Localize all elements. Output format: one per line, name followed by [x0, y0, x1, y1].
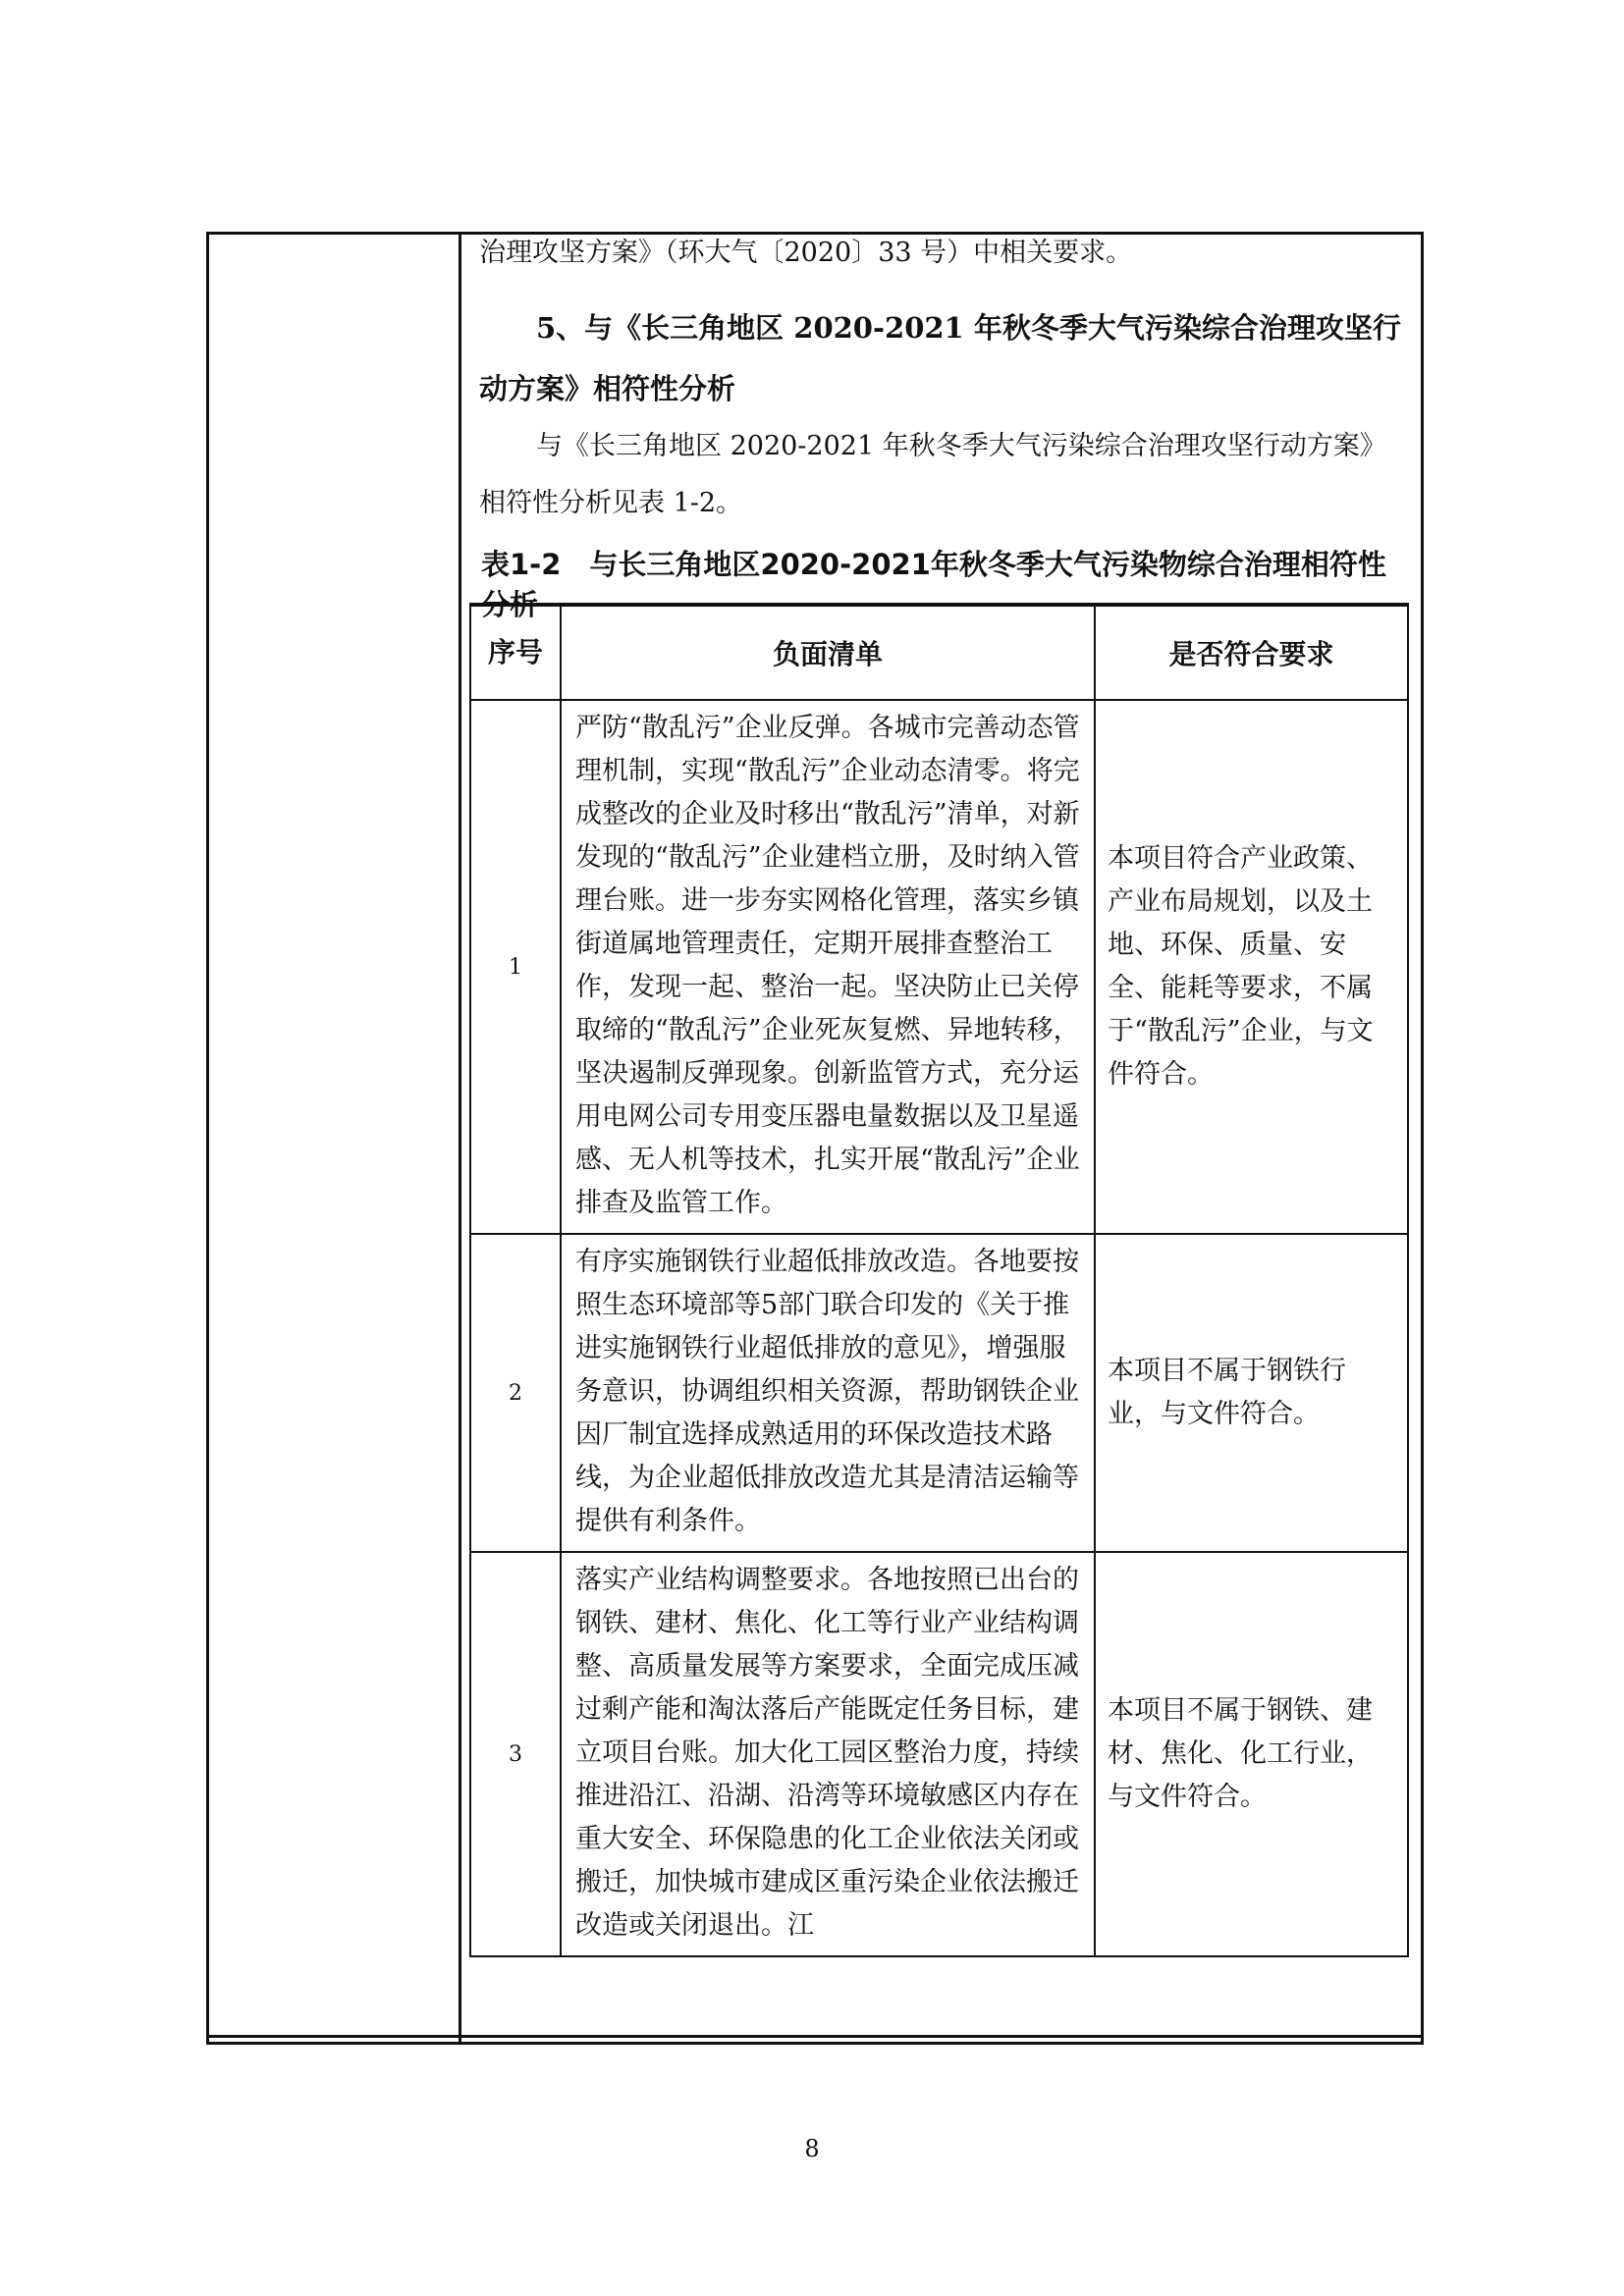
- header-compliance: 是否符合要求: [1095, 605, 1408, 700]
- row-negative-list: 严防“散乱污”企业反弹。各城市完善动态管理机制，实现“散乱污”企业动态清零。将完成整改的企业及时移出“散乱污”清单，对新发现的“散乱污”企业建档立册，及时纳入管理台账。进一步夯实网格化管理，落实乡镇街道属地管理责任，定期开展排查整治工作，发现一起、整治一起。坚决防止已关停取缔的“散乱污”企业死灰复燃、异地转移，坚决遏制反弹现象。创新监管方式，充分运用电网公司专用变压器电量数据以及卫星遥感、无人机等技术，扎实开展“散乱污”企业排查及监管工作。: [561, 700, 1095, 1234]
- outer-table-bottom-rule: [206, 2035, 1424, 2038]
- table-row: [470, 1234, 1408, 1552]
- row-compliance: 本项目符合产业政策、产业布局规划，以及土地、环保、质量、安全、能耗等要求，不属于“散乱污”企业，与文件符合。: [1095, 700, 1408, 1234]
- header-seq: 序号: [470, 605, 561, 700]
- page-number: 8: [804, 2135, 820, 2163]
- section-heading: 5、与《长三角地区 2020-2021 年秋冬季大气污染综合治理攻坚行动方案》相符性分析: [479, 311, 1401, 405]
- row-seq: 1: [470, 700, 561, 1234]
- header-negative-list: 负面清单: [561, 605, 1095, 700]
- intro-text: 治理攻坚方案》（环大气〔2020〕33 号）中相关要求。: [479, 238, 1133, 268]
- table-row: [470, 1552, 1408, 1956]
- table-row: [470, 700, 1408, 1234]
- row-seq: 3: [470, 1552, 561, 1956]
- compliance-table: [469, 603, 1409, 1957]
- row-negative-list: 有序实施钢铁行业超低排放改造。各地要按照生态环境部等5部门联合印发的《关于推进实施钢铁行业超低排放的意见》，增强服务意识，协调组织相关资源，帮助钢铁企业因厂制宜选择成熟适用的环保改造技术路线，为企业超低排放改造尤其是清洁运输等提供有利条件。: [561, 1234, 1095, 1552]
- table-caption: 表1-2 与长三角地区2020-2021年秋冬季大气污染物综合治理相符性分析: [481, 548, 1386, 621]
- row-negative-list: 落实产业结构调整要求。各地按照已出台的钢铁、建材、焦化、化工等行业产业结构调整、高质量发展等方案要求，全面完成压减过剩产能和淘汰落后产能既定任务目标，建立项目台账。加大化工园区整治力度，持续推进沿江、沿湖、沿湾等环境敏感区内存在重大安全、环保隐患的化工企业依法关闭或搬迁，加快城市建成区重污染企业依法搬迁改造或关闭退出。江: [561, 1552, 1095, 1956]
- table-header-row: [470, 605, 1408, 700]
- row-compliance: 本项目不属于钢铁、建材、焦化、化工行业，与文件符合。: [1095, 1552, 1408, 1956]
- row-compliance: 本项目不属于钢铁行业，与文件符合。: [1095, 1234, 1408, 1552]
- outer-table-column-divider: [459, 232, 461, 2045]
- row-seq: 2: [470, 1234, 561, 1552]
- section-body: 与《长三角地区 2020-2021 年秋冬季大气污染综合治理攻坚行动方案》相符性分析见表 1-2。: [479, 431, 1386, 518]
